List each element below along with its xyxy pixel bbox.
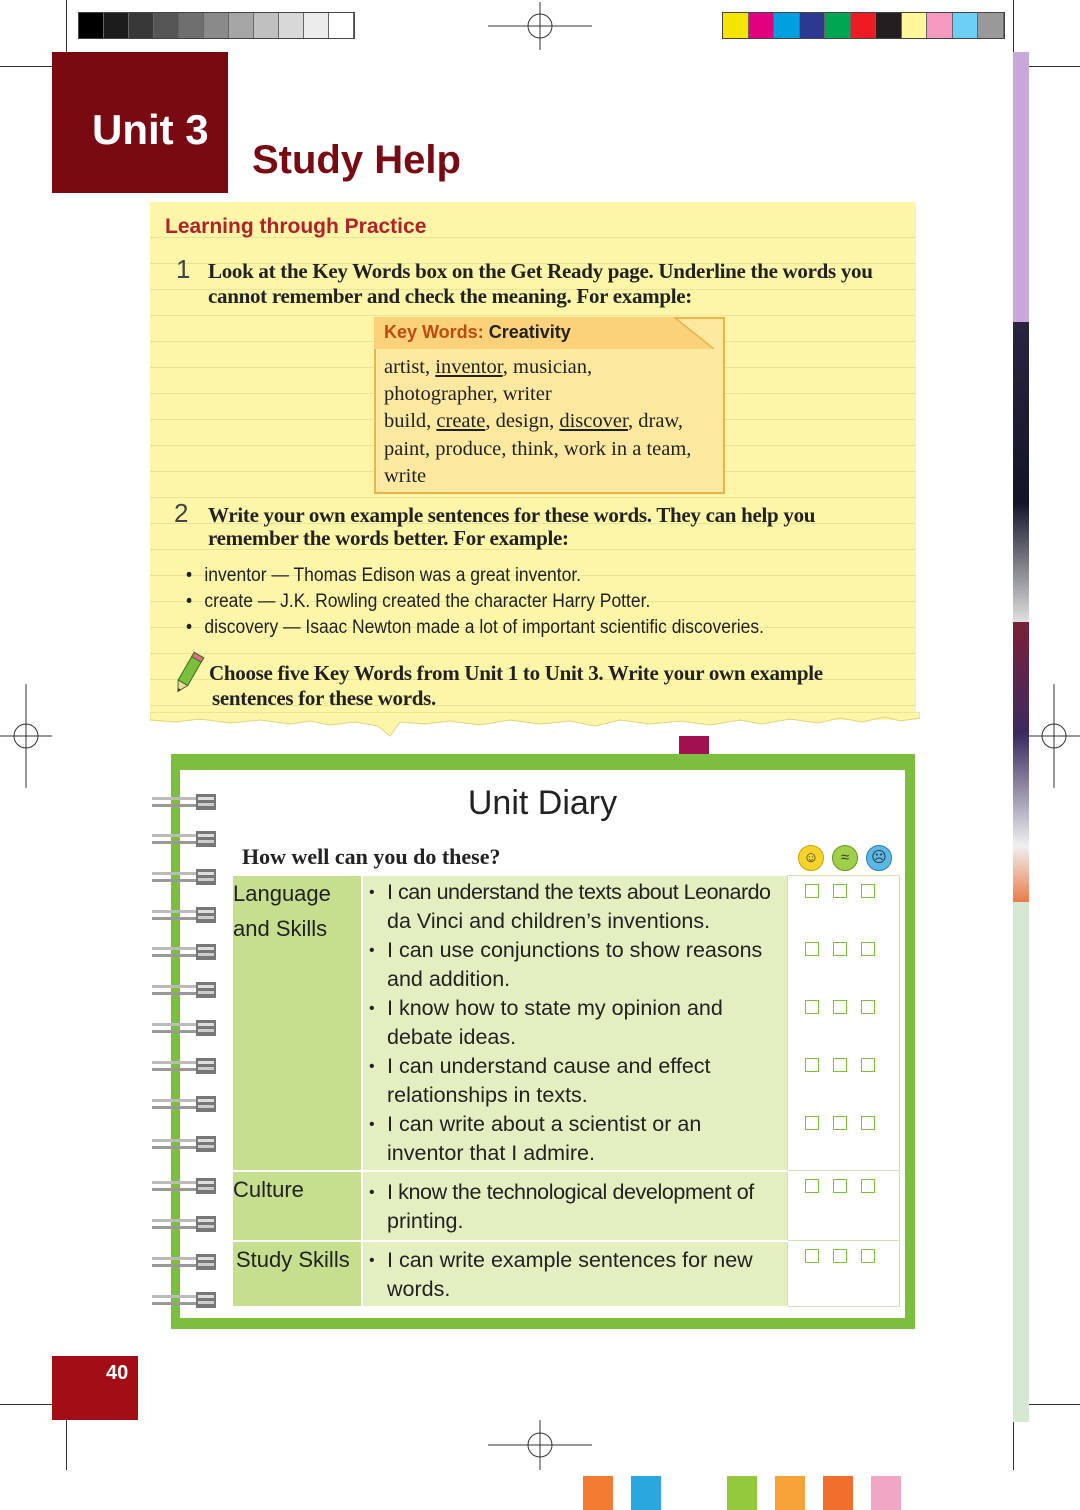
example-item: • create — J.K. Rowling created the character Harry Potter. <box>186 589 764 615</box>
task-instruction: Choose five Key Words from Unit 1 to Unit 3. Write your own example sentences for these words. <box>209 661 823 710</box>
rating-checkbox[interactable] <box>805 884 819 898</box>
page-number: 40 <box>106 1362 129 1384</box>
page-title: Study Help <box>252 138 461 182</box>
rating-cell <box>788 1241 900 1307</box>
table-row <box>233 1171 900 1241</box>
step-number: 1 <box>176 254 191 284</box>
table-row <box>233 1241 900 1307</box>
rating-checkbox[interactable] <box>861 1116 875 1130</box>
example-list <box>186 563 764 641</box>
underlined-word: create <box>436 410 486 433</box>
category-cell: Language and Skills <box>233 876 362 1171</box>
items-cell <box>362 876 788 1171</box>
items-cell <box>362 1171 788 1241</box>
self-assessment-table <box>233 875 900 1308</box>
rating-cell <box>788 1171 900 1241</box>
rating-checkbox[interactable] <box>805 1249 819 1263</box>
rating-checkbox[interactable] <box>833 884 847 898</box>
rating-checkbox[interactable] <box>861 1179 875 1193</box>
key-words-list: artist, inventor, musician, photographer, writer build, create, design, discover, draw, paint, produce, think, work in a team, write <box>384 356 692 487</box>
neutral-face-icon: ≈ <box>832 845 858 871</box>
rating-checkbox[interactable] <box>833 1249 847 1263</box>
list-item: • I can understand cause and effect relationships in texts. <box>363 1052 787 1110</box>
list-item: • I know how to state my opinion and debate ideas. <box>363 994 787 1052</box>
rating-checkbox[interactable] <box>833 1179 847 1193</box>
rating-checkbox[interactable] <box>861 1058 875 1072</box>
underlined-word: inventor <box>435 356 503 378</box>
sad-face-icon: ☹ <box>866 845 892 871</box>
step2-instruction: Write your own example sentences for these words. They can help you remember the words better. For example: <box>208 503 816 550</box>
registration-mark-bottom <box>488 1420 592 1470</box>
list-item: • I can understand the texts about Leonardo da Vinci and children’s inventions. <box>363 878 787 936</box>
registration-mark-right <box>1028 684 1080 788</box>
category-cell: Culture <box>233 1171 362 1241</box>
color-calibration-bar <box>722 12 1005 39</box>
list-item: • I can write about a scientist or an inventor that I admire. <box>363 1110 787 1168</box>
example-item: • inventor — Thomas Edison was a great inventor. <box>186 563 764 589</box>
rating-checkbox[interactable] <box>861 942 875 956</box>
pencil-icon <box>170 650 206 696</box>
list-item: • I can write example sentences for new words. <box>363 1246 787 1304</box>
happy-face-icon: ☺ <box>798 845 824 871</box>
rating-checkbox[interactable] <box>805 942 819 956</box>
diary-title: Unit Diary <box>467 784 618 822</box>
key-words-title: Key Words: Creativity <box>384 322 571 342</box>
rating-checkbox[interactable] <box>833 1058 847 1072</box>
rating-checkbox[interactable] <box>805 1000 819 1014</box>
items-cell <box>362 1241 788 1307</box>
registration-mark-top <box>488 2 592 50</box>
list-item: • I can use conjunctions to show reasons and addition. <box>363 936 787 994</box>
step1-instruction: Look at the Key Words box on the Get Ready page. Underline the words you cannot remember and check the meaning. For example: <box>208 259 873 308</box>
rating-checkbox[interactable] <box>861 1249 875 1263</box>
rating-checkbox[interactable] <box>805 1179 819 1193</box>
category-cell: Study Skills <box>233 1241 362 1307</box>
rating-checkbox[interactable] <box>805 1116 819 1130</box>
step-number: 2 <box>174 498 189 528</box>
table-row <box>233 876 900 1171</box>
example-item: • discovery — Isaac Newton made a lot of important scientific discoveries. <box>186 615 764 641</box>
rating-checkbox[interactable] <box>833 942 847 956</box>
list-item: • I know the technological development of printing. <box>363 1178 787 1236</box>
underlined-word: discover <box>559 410 628 433</box>
rating-checkbox[interactable] <box>833 1000 847 1014</box>
rating-checkbox[interactable] <box>861 1000 875 1014</box>
section-title: Learning through Practice <box>165 215 427 238</box>
unit-label: Unit 3 <box>92 106 209 153</box>
registration-mark-left <box>0 684 52 788</box>
diary-question: How well can you do these? <box>242 844 501 869</box>
rating-checkbox[interactable] <box>805 1058 819 1072</box>
page-edge-strip <box>1013 52 1029 1422</box>
rating-checkbox[interactable] <box>861 884 875 898</box>
rating-checkbox[interactable] <box>833 1116 847 1130</box>
grayscale-calibration-bar <box>78 12 355 39</box>
torn-paper-edge <box>150 712 920 738</box>
rating-cell <box>788 876 900 1171</box>
